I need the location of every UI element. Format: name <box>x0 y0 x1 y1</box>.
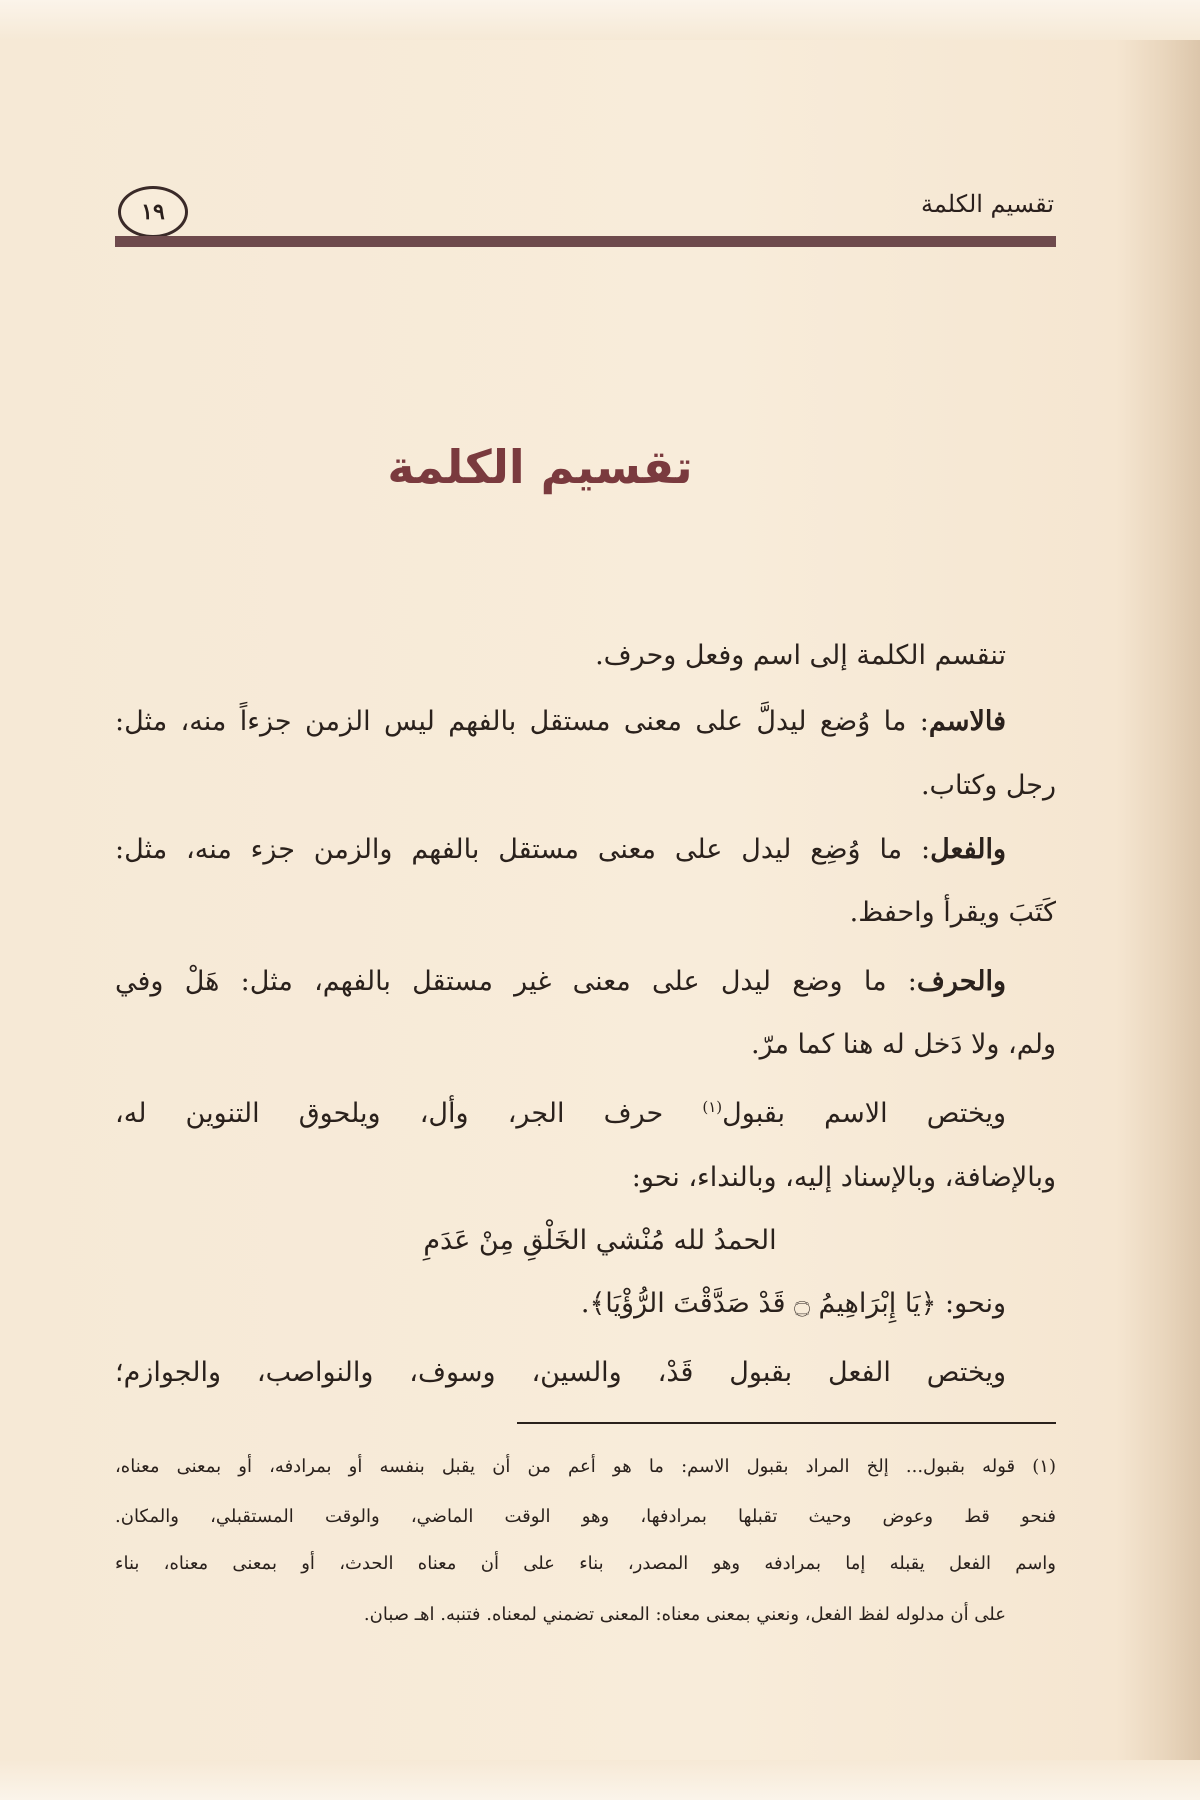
body-line <box>115 1288 1056 1319</box>
term-ism: فالاسم <box>928 706 1006 737</box>
body-line <box>115 1162 1056 1193</box>
footnote-line: فنحو قط وعوض وحيث تقبلها بمرادفها، وهو الوقت الماضي، والوقت المستقبلي، والمكان. <box>115 1506 1056 1527</box>
body-line <box>115 1357 1056 1388</box>
body-line <box>115 1098 1056 1129</box>
body-line <box>115 897 1056 928</box>
body-line <box>115 640 1056 671</box>
page-bottom-margin <box>0 1760 1200 1800</box>
body-text: : ما وُضع ليدلَّ على معنى مستقل بالفهم ليس الزمن جزءاً منه، مثل: <box>115 706 929 737</box>
header-rule <box>115 236 1056 247</box>
footnote-separator <box>517 1422 1056 1424</box>
body-text: كَتَبَ ويقرأ واحفظ. <box>849 897 1056 928</box>
body-text: رجل وكتاب. <box>920 770 1056 801</box>
footnote-line: واسم الفعل يقبله إما بمرادفه وهو المصدر، بناء على أن معناه الحدث، أو بمعنى معناه، بناء <box>115 1553 1056 1574</box>
footnote-ref[interactable]: (١) <box>702 1098 723 1116</box>
body-line <box>115 1029 1056 1060</box>
body-text: وبالإضافة، وبالإسناد إليه، وبالنداء، نحو: <box>631 1162 1056 1193</box>
running-header-title: تقسيم الكلمة <box>921 190 1054 218</box>
body-line <box>115 706 1056 737</box>
body-text: : ما وُضِع ليدل على معنى مستقل بالفهم والزمن جزء منه، مثل: <box>115 834 931 865</box>
body-text: ويختص الفعل بقبول قَدْ، والسين، وسوف، والنواصب، والجوازم؛ <box>115 1357 1006 1388</box>
body-text: ويختص الاسم بقبول <box>722 1098 1006 1129</box>
section-title: تقسيم الكلمة <box>387 440 693 494</box>
verse-text: الحمدُ لله مُنْشي الخَلْقِ مِنْ عَدَمِ <box>423 1225 777 1256</box>
term-fi3l: والفعل <box>930 834 1006 865</box>
body-line <box>115 770 1056 801</box>
verse-line <box>300 1225 900 1256</box>
footnote-line: على أن مدلوله لفظ الفعل، ونعني بمعنى معناه: المعنى تضمني لمعناه. فتنبه. اهـ صبان. <box>363 1604 1006 1625</box>
term-harf: والحرف <box>916 966 1006 997</box>
body-text: : ما وضع ليدل على معنى غير مستقل بالفهم، مثل: هَلْ وفي <box>115 966 917 997</box>
page-top-margin <box>0 0 1200 40</box>
body-line <box>115 966 1056 997</box>
body-text: ولم، ولا دَخل له هنا كما مرّ. <box>751 1029 1056 1060</box>
footnote-line: (١) قوله بقبول... إلخ المراد بقبول الاسم: ما هو أعم من أن يقبل بنفسه أو بمرادفه، أو بمعنى معناه، <box>115 1456 1056 1477</box>
body-text: حرف الجر، وأل، ويلحوق التنوين له، <box>115 1098 703 1129</box>
body-line <box>115 834 1056 865</box>
quran-quote: ونحو: ﴿يَا إِبْرَاهِيمُ ۝ قَدْ صَدَّقْتَ الرُّؤْيَا﴾. <box>580 1288 1006 1319</box>
page-number-badge: ١٩ <box>118 186 188 238</box>
body-text: تنقسم الكلمة إلى اسم وفعل وحرف. <box>595 640 1006 671</box>
